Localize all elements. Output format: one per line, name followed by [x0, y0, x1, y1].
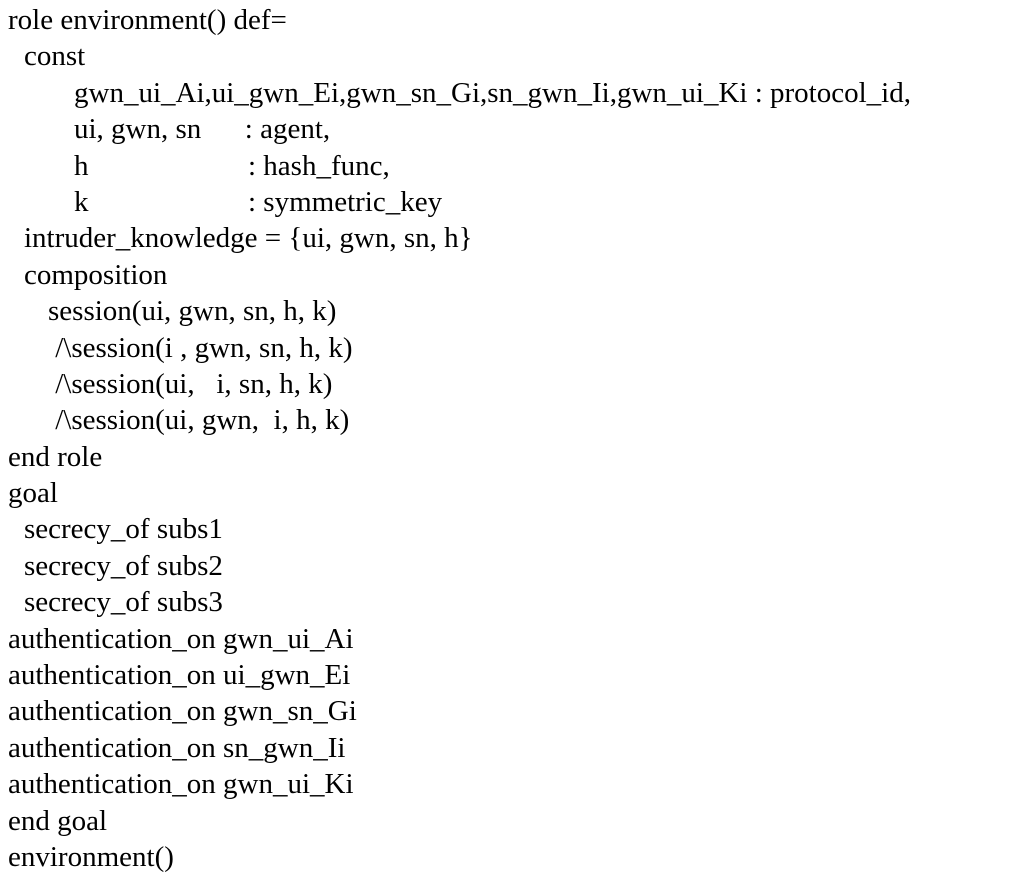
code-line: authentication_on gwn_ui_Ai [8, 622, 354, 655]
code-line: authentication_on sn_gwn_Ii [8, 731, 346, 764]
code-line: /\session(ui, i, sn, h, k) [48, 367, 333, 400]
code-line: secrecy_of subs3 [24, 586, 223, 619]
code-line: session(ui, gwn, sn, h, k) [48, 295, 337, 328]
code-line: environment() [8, 840, 174, 873]
code-line: k : symmetric_key [74, 185, 443, 218]
code-line: secrecy_of subs2 [24, 549, 223, 582]
code-line: gwn_ui_Ai,ui_gwn_Ei,gwn_sn_Gi,sn_gwn_Ii,gwn_ui_Ki : protocol_id, [74, 76, 911, 109]
code-line: intruder_knowledge = {ui, gwn, sn, h} [24, 222, 473, 255]
code-listing [8, 2, 1020, 875]
code-line: authentication_on gwn_sn_Gi [8, 695, 357, 728]
code-line: ui, gwn, sn : agent, [74, 113, 331, 146]
code-line: /\session(ui, gwn, i, h, k) [48, 404, 350, 437]
code-line: authentication_on ui_gwn_Ei [8, 659, 351, 692]
code-line: goal [8, 477, 58, 510]
code-line: role environment() def= [8, 4, 287, 36]
code-line: h : hash_func, [74, 149, 390, 182]
code-line: composition [24, 258, 168, 291]
code-line: authentication_on gwn_ui_Ki [8, 768, 354, 801]
code-line: /\session(i , gwn, sn, h, k) [48, 331, 353, 364]
code-line: end goal [8, 804, 108, 837]
code-line: end role [8, 440, 103, 473]
code-line: const [24, 40, 86, 73]
code-line: secrecy_of subs1 [24, 513, 223, 546]
